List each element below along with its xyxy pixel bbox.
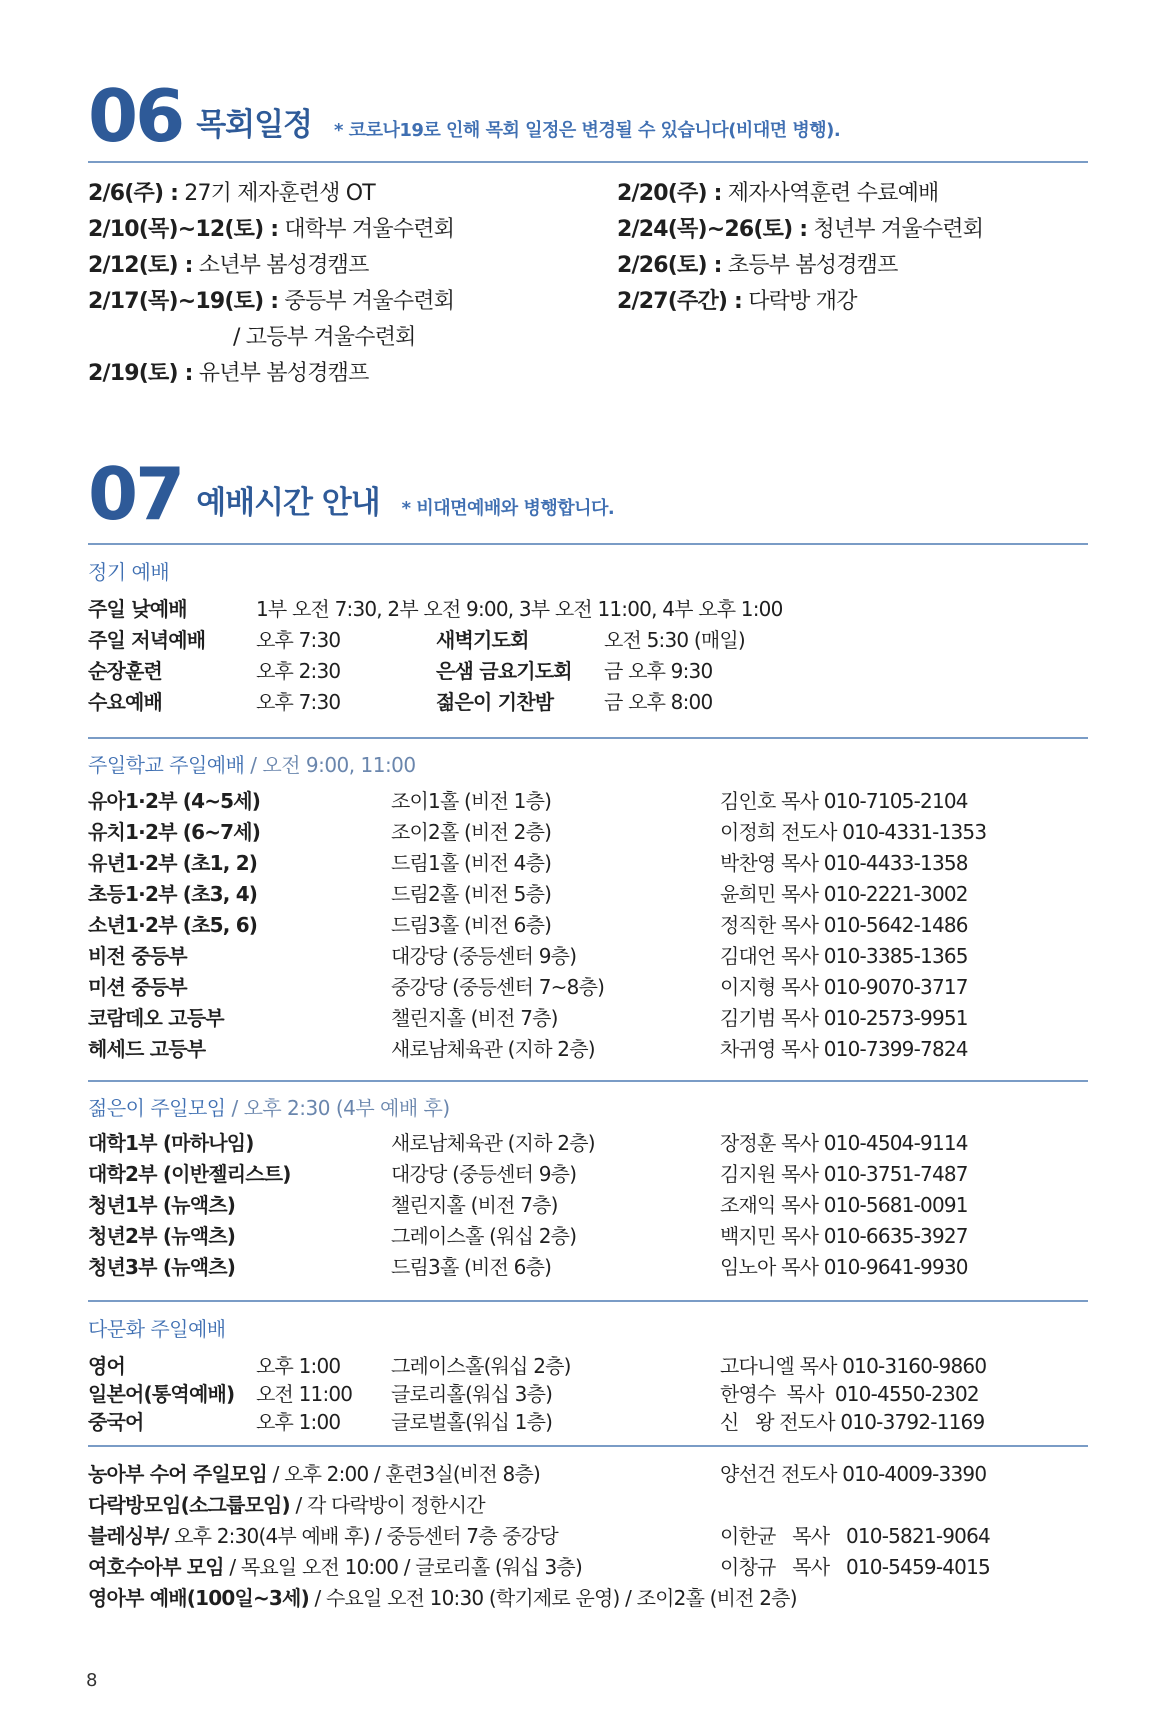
schedule-item: 2/12(토) : 소년부 봄성경캠프 [88, 253, 369, 278]
schedule-item: / 고등부 겨울수련회 [233, 325, 416, 350]
table-row: 순장훈련 오후 2:30 은샘 금요기도회 금 오후 9:30 [88, 659, 713, 683]
schedule-item: 2/10(목)~12(토) : 대학부 겨울수련회 [88, 217, 455, 242]
list-item: 블레싱부/ 오후 2:30(4부 예배 후) / 중등센터 7층 중강당 이한균 목사 010-5821-9064 [88, 1524, 990, 1548]
schedule-left [88, 176, 454, 392]
table-row: 헤세드 고등부 새로남체육관 (지하 2층) 차귀영 목사 010-7399-7824 [88, 1037, 968, 1061]
youth-gathering-heading: 젊은이 주일모임 / 오후 2:30 (4부 예배 후) [88, 1096, 450, 1120]
section-06-header [88, 74, 841, 158]
list-item: 여호수아부 모임 / 목요일 오전 10:00 / 글로리홀 (워십 3층) 이창규 목사 010-5459-4015 [88, 1555, 990, 1579]
youth-table [88, 1128, 1088, 1283]
list-item: 다락방모임(소그룹모임) / 각 다락방이 정한시간 [88, 1493, 485, 1517]
table-row: 청년1부 (뉴액츠) 챌린지홀 (비전 7층) 조재익 목사 010-5681-0091 [88, 1193, 968, 1217]
table-row: 청년3부 (뉴액츠) 드림3홀 (비전 6층) 임노아 목사 010-9641-9930 [88, 1255, 968, 1279]
schedule-item: 2/17(목)~19(토) : 중등부 겨울수련회 [88, 289, 455, 314]
table-row: 영어 오후 1:00 그레이스홀(워십 2층) 고다니엘 목사 010-3160-9860 [88, 1354, 987, 1378]
page-number: 8 [86, 1670, 98, 1691]
table-row: 유치1·2부 (6~7세) 조이2홀 (비전 2층) 이정희 전도사 010-4331-1353 [88, 820, 987, 844]
schedule-item: 2/6(주) : 27기 제자훈련생 OT [88, 181, 375, 206]
list-item: 농아부 수어 주일모임 / 오후 2:00 / 훈련3실(비전 8층) 양선건 전도사 010-4009-3390 [88, 1462, 987, 1486]
table-row: 중국어 오후 1:00 글로벌홀(워십 1층) 신 왕 전도사 010-3792-1169 [88, 1410, 985, 1434]
schedule-item: 2/20(주) : 제자사역훈련 수료예배 [617, 181, 939, 206]
divider [88, 543, 1088, 545]
table-row: 대학1부 (마하나임) 새로남체육관 (지하 2층) 장정훈 목사 010-4504-9114 [88, 1131, 968, 1155]
multicultural-table [88, 1352, 1088, 1436]
regular-worship-table [88, 594, 1088, 718]
schedule-right [617, 176, 983, 320]
table-row: 미션 중등부 중강당 (중등센터 7~8층) 이지형 목사 010-9070-3717 [88, 975, 968, 999]
table-row: 유년1·2부 (초1, 2) 드림1홀 (비전 4층) 박찬영 목사 010-4433-1358 [88, 851, 968, 875]
section-number: 07 [88, 452, 183, 536]
other-gatherings [88, 1459, 1088, 1614]
table-row: 유아1·2부 (4~5세) 조이1홀 (비전 1층) 김인호 목사 010-7105-2104 [88, 789, 968, 813]
schedule-item: 2/24(목)~26(토) : 청년부 겨울수련회 [617, 217, 984, 242]
sunday-school-table [88, 786, 1088, 1065]
divider [88, 1445, 1088, 1447]
table-row: 소년1·2부 (초5, 6) 드림3홀 (비전 6층) 정직한 목사 010-5642-1486 [88, 913, 968, 937]
table-row: 비전 중등부 대강당 (중등센터 9층) 김대언 목사 010-3385-1365 [88, 944, 968, 968]
section-title: 예배시간 안내 [196, 485, 380, 521]
multicultural-heading: 다문화 주일예배 [88, 1317, 226, 1341]
schedule-item: 2/27(주간) : 다락방 개강 [617, 289, 857, 314]
divider [88, 1300, 1088, 1302]
schedule-item: 2/26(토) : 초등부 봄성경캠프 [617, 253, 898, 278]
divider [88, 1080, 1088, 1082]
table-row: 주일 낮예배 1부 오전 7:30, 2부 오전 9:00, 3부 오전 11:00, 4부 오후 1:00 [88, 597, 783, 621]
table-row: 주일 저녁예배 오후 7:30 새벽기도회 오전 5:30 (매일) [88, 628, 745, 652]
table-row: 청년2부 (뉴액츠) 그레이스홀 (워십 2층) 백지민 목사 010-6635-3927 [88, 1224, 968, 1248]
section-note: * 코로나19로 인해 목회 일정은 변경될 수 있습니다(비대면 병행). [334, 120, 841, 141]
section-07-header [88, 452, 615, 536]
schedule-item: 2/19(토) : 유년부 봄성경캠프 [88, 361, 369, 386]
divider [88, 737, 1088, 739]
section-number: 06 [88, 74, 183, 158]
table-row: 수요예배 오후 7:30 젊은이 기찬밤 금 오후 8:00 [88, 690, 713, 714]
regular-worship-heading: 정기 예배 [88, 560, 170, 584]
table-row: 일본어(통역예배) 오전 11:00 글로리홀(워십 3층) 한영수 목사 010-4550-2302 [88, 1382, 979, 1406]
section-title: 목회일정 [196, 107, 312, 143]
section-note: * 비대면예배와 병행합니다. [401, 498, 615, 519]
sunday-school-heading: 주일학교 주일예배 / 오전 9:00, 11:00 [88, 753, 416, 777]
divider [88, 161, 1088, 163]
list-item: 영아부 예배(100일~3세) / 수요일 오전 10:30 (학기제로 운영) / 조이2홀 (비전 2층) [88, 1586, 797, 1610]
table-row: 코람데오 고등부 챌린지홀 (비전 7층) 김기범 목사 010-2573-9951 [88, 1006, 968, 1030]
table-row: 초등1·2부 (초3, 4) 드림2홀 (비전 5층) 윤희민 목사 010-2221-3002 [88, 882, 968, 906]
table-row: 대학2부 (이반젤리스트) 대강당 (중등센터 9층) 김지원 목사 010-3751-7487 [88, 1162, 968, 1186]
